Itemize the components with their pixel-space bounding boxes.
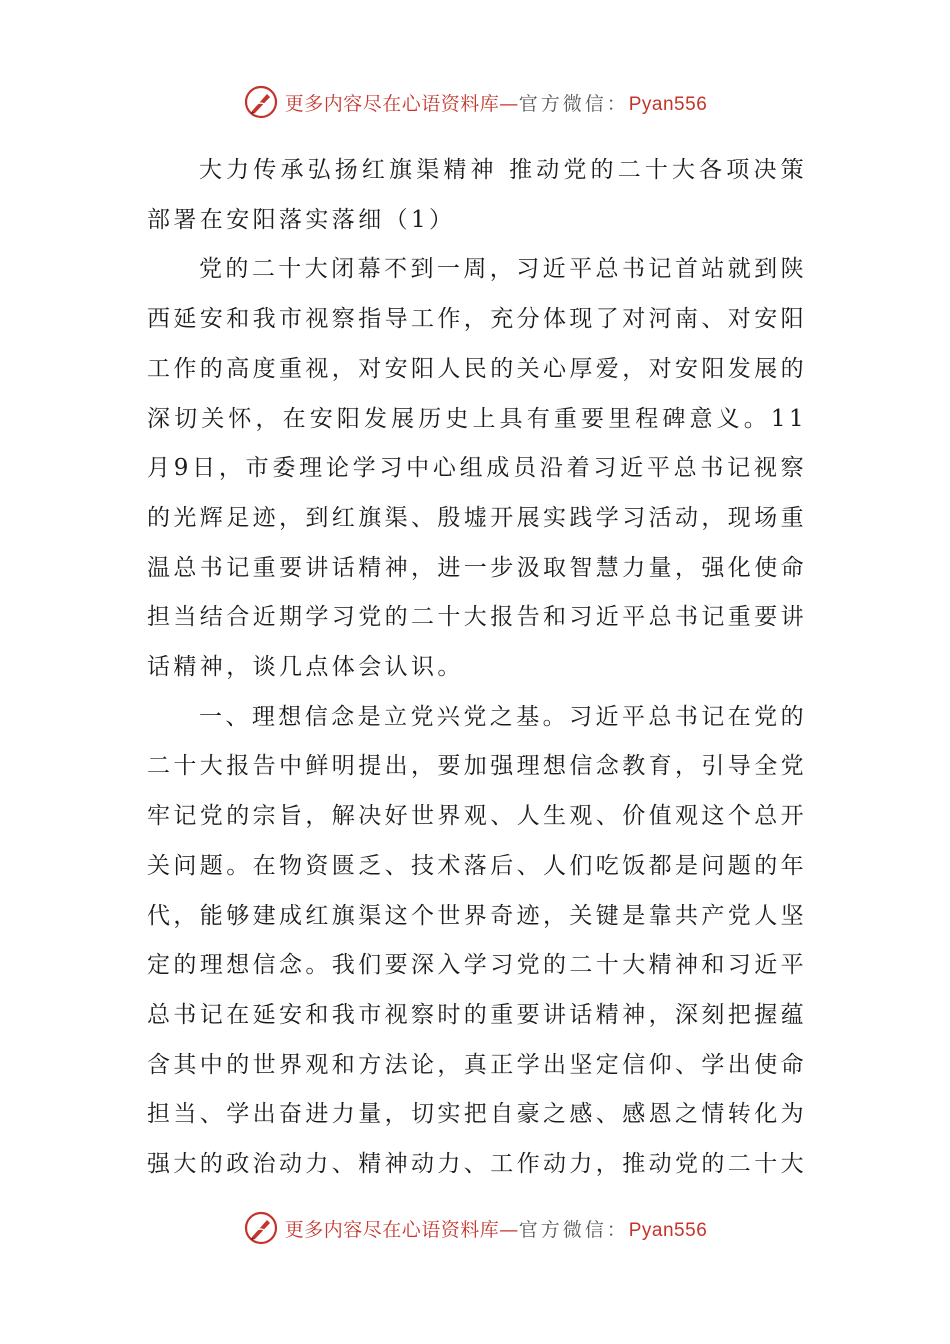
document-title: 大力传承弘扬红旗渠精神 推动党的二十大各项决策部署在安阳落实落细（1） bbox=[147, 157, 807, 233]
watermark-text bbox=[285, 1215, 708, 1242]
watermark-wechat-id: Pyan556 bbox=[628, 1219, 708, 1241]
pen-logo-icon bbox=[243, 84, 279, 120]
paragraph-intro: 党的二十大闭幕不到一周，习近平总书记首站就到陕西延安和我市视察指导工作，充分体现了对河南、对安阳工作的高度重视，对安阳人民的关心厚爱，对安阳发展的深切关怀，在安阳发展历史上具有重要里程碑意义。11月9日，市委理论学习中心组成员沿着习近平总书记视察的光辉足迹，到红旗渠、殷墟开展实践学习活动，现场重温总书记重要讲话精神，进一步汲取智慧力量，强化使命担当结合近期学习党的二十大报告和习近平总书记重要讲话精神，谈几点体会认识。 bbox=[147, 256, 807, 681]
watermark-wechat-label: 官方微信： bbox=[518, 92, 629, 115]
watermark-text bbox=[285, 89, 708, 116]
footer-watermark bbox=[0, 1208, 950, 1248]
watermark-site-text: 更多内容尽在心语资料库 bbox=[284, 1218, 500, 1241]
watermark-dash: — bbox=[499, 92, 519, 115]
watermark-wechat-label: 官方微信： bbox=[518, 1218, 629, 1241]
watermark-dash: — bbox=[499, 1218, 519, 1241]
watermark-wechat-id: Pyan556 bbox=[628, 93, 708, 115]
paragraph-section-one: 一、理想信念是立党兴党之基。习近平总书记在党的二十大报告中鲜明提出，要加强理想信念教育，引导全党牢记党的宗旨，解决好世界观、人生观、价值观这个总开关问题。在物资匮乏、技术落后、人们吃饭都是问题的年代，能够建成红旗渠这个世界奇迹，关键是靠共产党人坚定的理想信念。我们要深入学习党的二十大精神和习近平总书记在延安和我市视察时的重要讲话精神，深刻把握蕴含其中的世界观和方法论，真正学出坚定信仰、学出使命担当、学出奋进力量，切实把自豪之感、感恩之情转化为强大的政治动力、精神动力、工作动力，推动党的二十大 bbox=[147, 703, 807, 1178]
header-watermark bbox=[0, 82, 950, 122]
pen-logo-icon bbox=[243, 1210, 279, 1246]
document-body bbox=[147, 146, 807, 1190]
watermark-site-text: 更多内容尽在心语资料库 bbox=[284, 92, 500, 115]
